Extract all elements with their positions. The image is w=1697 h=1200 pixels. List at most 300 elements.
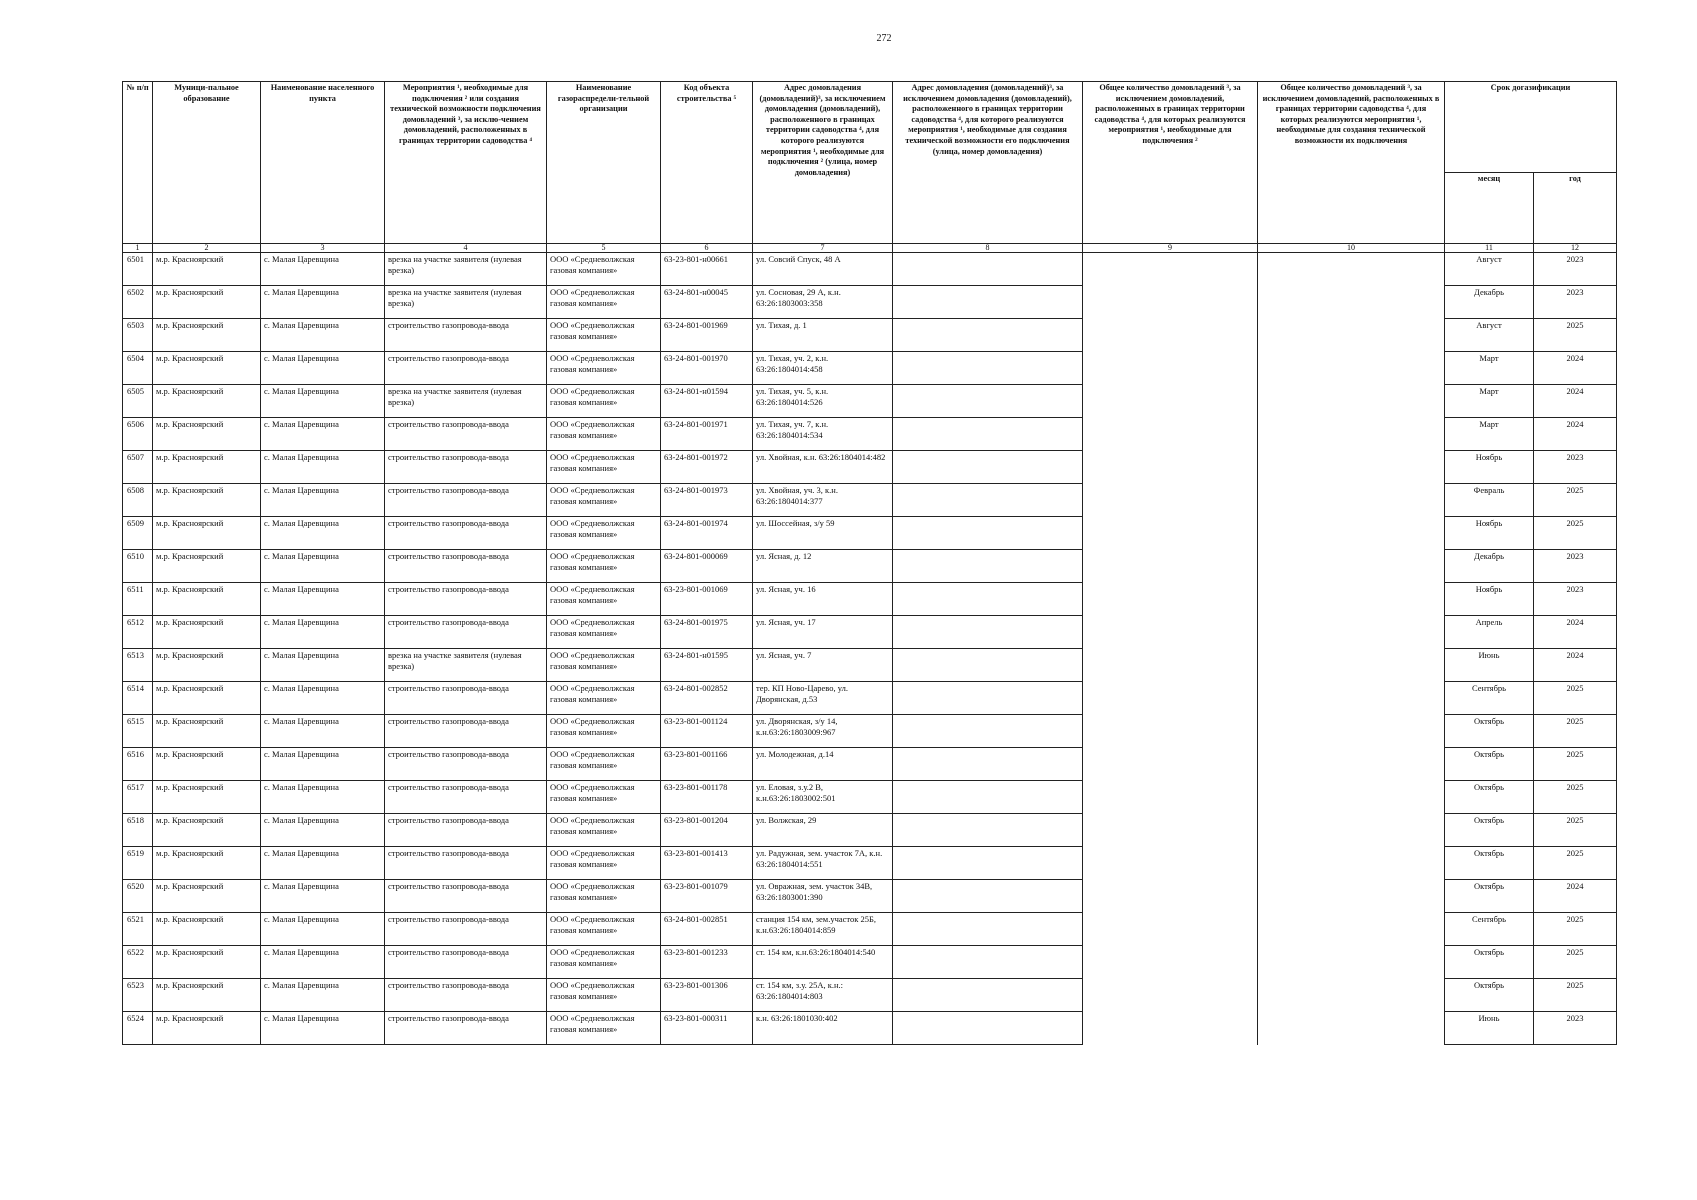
cell-no: 6517 — [123, 781, 153, 814]
cell-count-connect — [1083, 880, 1258, 913]
cell-month: Ноябрь — [1445, 451, 1534, 484]
cell-settlement: с. Малая Царевщина — [261, 286, 385, 319]
cell-code: 63-24-801-001969 — [661, 319, 753, 352]
cell-count-tech — [1258, 319, 1445, 352]
cell-settlement: с. Малая Царевщина — [261, 517, 385, 550]
cell-year: 2025 — [1534, 814, 1617, 847]
cell-code: 63-23-801-001233 — [661, 946, 753, 979]
column-number: 1 — [123, 244, 153, 253]
cell-month: Сентябрь — [1445, 913, 1534, 946]
cell-address-tech — [893, 583, 1083, 616]
cell-year: 2025 — [1534, 979, 1617, 1012]
cell-address-tech — [893, 913, 1083, 946]
cell-settlement: с. Малая Царевщина — [261, 352, 385, 385]
cell-measure: строительство газопровода-ввода — [385, 550, 547, 583]
cell-measure: строительство газопровода-ввода — [385, 484, 547, 517]
table-row — [123, 385, 1617, 418]
cell-address-tech — [893, 418, 1083, 451]
cell-count-connect — [1083, 550, 1258, 583]
cell-address: ул. Тихая, уч. 2, к.н. 63:26:1804014:458 — [753, 352, 893, 385]
table-row — [123, 715, 1617, 748]
cell-count-tech — [1258, 781, 1445, 814]
cell-count-tech — [1258, 1012, 1445, 1045]
cell-org: ООО «Средневолжская газовая компания» — [547, 385, 661, 418]
cell-settlement: с. Малая Царевщина — [261, 583, 385, 616]
cell-org: ООО «Средневолжская газовая компания» — [547, 946, 661, 979]
cell-municipality: м.р. Красноярский — [153, 715, 261, 748]
header-address: Адрес домовладения (домовладений)³, за исключением домовладения (домовладений), расположенного в границах территории садоводства ⁴, для которого реализуются мероприятия ¹, необходимые для подключения ² (улица, номер домовладения) — [753, 82, 893, 244]
cell-count-connect — [1083, 649, 1258, 682]
cell-settlement: с. Малая Царевщина — [261, 253, 385, 286]
column-number: 3 — [261, 244, 385, 253]
cell-no: 6522 — [123, 946, 153, 979]
cell-measure: строительство газопровода-ввода — [385, 319, 547, 352]
cell-settlement: с. Малая Царевщина — [261, 385, 385, 418]
cell-municipality: м.р. Красноярский — [153, 781, 261, 814]
cell-address-tech — [893, 616, 1083, 649]
cell-count-connect — [1083, 286, 1258, 319]
cell-code: 63-24-801-001972 — [661, 451, 753, 484]
cell-municipality: м.р. Красноярский — [153, 352, 261, 385]
cell-no: 6503 — [123, 319, 153, 352]
cell-count-connect — [1083, 781, 1258, 814]
cell-settlement: с. Малая Царевщина — [261, 781, 385, 814]
cell-settlement: с. Малая Царевщина — [261, 946, 385, 979]
cell-address: ул. Тихая, уч. 5, к.н. 63:26:1804014:526 — [753, 385, 893, 418]
cell-year: 2025 — [1534, 913, 1617, 946]
cell-measure: строительство газопровода-ввода — [385, 1012, 547, 1045]
cell-count-connect — [1083, 484, 1258, 517]
cell-measure: врезка на участке заявителя (нулевая врезка) — [385, 286, 547, 319]
cell-no: 6521 — [123, 913, 153, 946]
cell-count-tech — [1258, 253, 1445, 286]
column-number: 7 — [753, 244, 893, 253]
cell-org: ООО «Средневолжская газовая компания» — [547, 352, 661, 385]
cell-municipality: м.р. Красноярский — [153, 550, 261, 583]
cell-org: ООО «Средневолжская газовая компания» — [547, 484, 661, 517]
cell-month: Март — [1445, 352, 1534, 385]
cell-no: 6516 — [123, 748, 153, 781]
cell-settlement: с. Малая Царевщина — [261, 616, 385, 649]
cell-org: ООО «Средневолжская газовая компания» — [547, 550, 661, 583]
cell-count-tech — [1258, 814, 1445, 847]
cell-address: ул. Еловая, з.у.2 В, к.н.63:26:1803002:501 — [753, 781, 893, 814]
cell-address-tech — [893, 748, 1083, 781]
cell-code: 63-24-801-002851 — [661, 913, 753, 946]
cell-month: Июнь — [1445, 649, 1534, 682]
cell-org: ООО «Средневолжская газовая компания» — [547, 847, 661, 880]
table-header — [123, 82, 1617, 253]
header-count-connect: Общее количество домовладений ³, за исключением домовладений, расположенных в границах территории садоводства ⁴, для которых реализуются мероприятия ¹, необходимые для подключения ² — [1083, 82, 1258, 244]
cell-year: 2025 — [1534, 319, 1617, 352]
cell-measure: строительство газопровода-ввода — [385, 616, 547, 649]
cell-no: 6513 — [123, 649, 153, 682]
cell-count-tech — [1258, 451, 1445, 484]
cell-municipality: м.р. Красноярский — [153, 946, 261, 979]
gasification-table — [122, 81, 1617, 1045]
cell-org: ООО «Средневолжская газовая компания» — [547, 418, 661, 451]
cell-org: ООО «Средневолжская газовая компания» — [547, 781, 661, 814]
cell-month: Август — [1445, 319, 1534, 352]
cell-settlement: с. Малая Царевщина — [261, 1012, 385, 1045]
cell-address-tech — [893, 880, 1083, 913]
cell-address: тер. КП Ново-Царево, ул. Дворянская, д.53 — [753, 682, 893, 715]
cell-address: ул. Ясная, уч. 17 — [753, 616, 893, 649]
table-row — [123, 286, 1617, 319]
cell-no: 6506 — [123, 418, 153, 451]
cell-year: 2023 — [1534, 286, 1617, 319]
cell-measure: врезка на участке заявителя (нулевая врезка) — [385, 253, 547, 286]
cell-count-tech — [1258, 286, 1445, 319]
cell-year: 2025 — [1534, 748, 1617, 781]
cell-count-connect — [1083, 616, 1258, 649]
cell-month: Декабрь — [1445, 550, 1534, 583]
cell-month: Август — [1445, 253, 1534, 286]
cell-no: 6510 — [123, 550, 153, 583]
cell-count-tech — [1258, 352, 1445, 385]
cell-count-connect — [1083, 1012, 1258, 1045]
cell-address: ул. Дворянская, з/у 14, к.н.63:26:1803009:967 — [753, 715, 893, 748]
cell-month: Октябрь — [1445, 781, 1534, 814]
table-row — [123, 517, 1617, 550]
cell-code: 63-24-801-001971 — [661, 418, 753, 451]
cell-count-connect — [1083, 583, 1258, 616]
header-settlement: Наименование населенного пункта — [261, 82, 385, 244]
cell-address: ул. Хвойная, к.н. 63:26:1804014:482 — [753, 451, 893, 484]
cell-year: 2025 — [1534, 847, 1617, 880]
cell-year: 2025 — [1534, 517, 1617, 550]
cell-count-connect — [1083, 946, 1258, 979]
header-org: Наименование газораспредели-тельной организации — [547, 82, 661, 244]
cell-address-tech — [893, 319, 1083, 352]
cell-month: Октябрь — [1445, 715, 1534, 748]
header-code: Код объекта строительства ⁵ — [661, 82, 753, 244]
table-row — [123, 748, 1617, 781]
cell-no: 6518 — [123, 814, 153, 847]
cell-address-tech — [893, 286, 1083, 319]
cell-address: ул. Ясная, д. 12 — [753, 550, 893, 583]
cell-code: 63-23-801-001178 — [661, 781, 753, 814]
cell-municipality: м.р. Красноярский — [153, 451, 261, 484]
cell-no: 6507 — [123, 451, 153, 484]
cell-address-tech — [893, 385, 1083, 418]
cell-year: 2024 — [1534, 352, 1617, 385]
cell-code: 63-24-801-н00045 — [661, 286, 753, 319]
table-row — [123, 847, 1617, 880]
cell-address: ул. Тихая, д. 1 — [753, 319, 893, 352]
cell-address: ул. Овражная, зем. участок 34В, 63:26:1803001:390 — [753, 880, 893, 913]
cell-measure: строительство газопровода-ввода — [385, 880, 547, 913]
cell-code: 63-23-801-001166 — [661, 748, 753, 781]
cell-code: 63-23-801-001204 — [661, 814, 753, 847]
cell-year: 2025 — [1534, 682, 1617, 715]
cell-no: 6523 — [123, 979, 153, 1012]
column-number: 10 — [1258, 244, 1445, 253]
column-number: 6 — [661, 244, 753, 253]
cell-municipality: м.р. Красноярский — [153, 880, 261, 913]
column-number: 11 — [1445, 244, 1534, 253]
cell-month: Март — [1445, 418, 1534, 451]
cell-month: Октябрь — [1445, 979, 1534, 1012]
cell-count-tech — [1258, 418, 1445, 451]
cell-count-connect — [1083, 352, 1258, 385]
cell-address: ул. Шоссейная, з/у 59 — [753, 517, 893, 550]
column-number: 5 — [547, 244, 661, 253]
cell-count-tech — [1258, 616, 1445, 649]
column-number-row — [123, 244, 1617, 253]
cell-no: 6511 — [123, 583, 153, 616]
cell-org: ООО «Средневолжская газовая компания» — [547, 286, 661, 319]
cell-code: 63-23-801-000311 — [661, 1012, 753, 1045]
cell-month: Ноябрь — [1445, 517, 1534, 550]
cell-address-tech — [893, 451, 1083, 484]
cell-settlement: с. Малая Царевщина — [261, 715, 385, 748]
cell-code: 63-24-801-001974 — [661, 517, 753, 550]
cell-code: 63-23-801-001413 — [661, 847, 753, 880]
cell-measure: строительство газопровода-ввода — [385, 979, 547, 1012]
cell-municipality: м.р. Красноярский — [153, 913, 261, 946]
cell-count-tech — [1258, 715, 1445, 748]
cell-address: ул. Хвойная, уч. 3, к.н. 63:26:1804014:377 — [753, 484, 893, 517]
cell-settlement: с. Малая Царевщина — [261, 748, 385, 781]
header-count-tech: Общее количество домовладений ³, за исключением домовладений, расположенных в границах территории садоводства ⁴, для которых реализуются мероприятия ¹, необходимые для создания технической возможности их подключения — [1258, 82, 1445, 244]
cell-org: ООО «Средневолжская газовая компания» — [547, 616, 661, 649]
cell-month: Октябрь — [1445, 748, 1534, 781]
cell-count-tech — [1258, 847, 1445, 880]
header-municipality: Муници-пальное образование — [153, 82, 261, 244]
cell-measure: врезка на участке заявителя (нулевая врезка) — [385, 649, 547, 682]
cell-address: ул. Молодежная, д.14 — [753, 748, 893, 781]
cell-year: 2023 — [1534, 1012, 1617, 1045]
cell-count-tech — [1258, 517, 1445, 550]
cell-year: 2025 — [1534, 484, 1617, 517]
cell-count-connect — [1083, 979, 1258, 1012]
cell-settlement: с. Малая Царевщина — [261, 418, 385, 451]
cell-municipality: м.р. Красноярский — [153, 814, 261, 847]
cell-settlement: с. Малая Царевщина — [261, 319, 385, 352]
cell-address: к.н. 63:26:1801030:402 — [753, 1012, 893, 1045]
header-year: год — [1534, 173, 1617, 244]
cell-year: 2025 — [1534, 946, 1617, 979]
cell-no: 6508 — [123, 484, 153, 517]
cell-address-tech — [893, 715, 1083, 748]
cell-settlement: с. Малая Царевщина — [261, 913, 385, 946]
cell-org: ООО «Средневолжская газовая компания» — [547, 319, 661, 352]
cell-address: ул. Тихая, уч. 7, к.н. 63:26:1804014:534 — [753, 418, 893, 451]
cell-count-tech — [1258, 550, 1445, 583]
cell-settlement: с. Малая Царевщина — [261, 649, 385, 682]
cell-count-tech — [1258, 748, 1445, 781]
cell-year: 2025 — [1534, 781, 1617, 814]
cell-code: 63-24-801-002852 — [661, 682, 753, 715]
cell-year: 2024 — [1534, 385, 1617, 418]
cell-month: Октябрь — [1445, 847, 1534, 880]
cell-count-connect — [1083, 682, 1258, 715]
cell-no: 6512 — [123, 616, 153, 649]
cell-month: Ноябрь — [1445, 583, 1534, 616]
cell-municipality: м.р. Красноярский — [153, 418, 261, 451]
cell-code: 63-24-801-001970 — [661, 352, 753, 385]
cell-measure: строительство газопровода-ввода — [385, 913, 547, 946]
header-month: месяц — [1445, 173, 1534, 244]
table-row — [123, 913, 1617, 946]
cell-month: Июнь — [1445, 1012, 1534, 1045]
page-number: 272 — [876, 33, 892, 44]
cell-org: ООО «Средневолжская газовая компания» — [547, 253, 661, 286]
cell-address: ул. Радужная, зем. участок 7А, к.н. 63:26:1804014:551 — [753, 847, 893, 880]
cell-address-tech — [893, 847, 1083, 880]
cell-org: ООО «Средневолжская газовая компания» — [547, 814, 661, 847]
cell-municipality: м.р. Красноярский — [153, 847, 261, 880]
cell-municipality: м.р. Красноярский — [153, 484, 261, 517]
cell-measure: строительство газопровода-ввода — [385, 517, 547, 550]
cell-municipality: м.р. Красноярский — [153, 748, 261, 781]
cell-address-tech — [893, 517, 1083, 550]
cell-municipality: м.р. Красноярский — [153, 583, 261, 616]
cell-month: Февраль — [1445, 484, 1534, 517]
cell-address: ст. 154 км, з.у. 25А, к.н.: 63:26:1804014:803 — [753, 979, 893, 1012]
table-body — [123, 253, 1617, 1045]
cell-org: ООО «Средневолжская газовая компания» — [547, 517, 661, 550]
cell-settlement: с. Малая Царевщина — [261, 550, 385, 583]
cell-measure: строительство газопровода-ввода — [385, 682, 547, 715]
column-number: 12 — [1534, 244, 1617, 253]
cell-address: ул. Волжская, 29 — [753, 814, 893, 847]
table-row — [123, 781, 1617, 814]
cell-no: 6514 — [123, 682, 153, 715]
cell-measure: строительство газопровода-ввода — [385, 781, 547, 814]
cell-settlement: с. Малая Царевщина — [261, 451, 385, 484]
cell-code: 63-23-801-001306 — [661, 979, 753, 1012]
cell-count-connect — [1083, 814, 1258, 847]
cell-address: ул. Совсий Спуск, 48 А — [753, 253, 893, 286]
cell-address-tech — [893, 253, 1083, 286]
cell-address: станция 154 км, зем.участок 25Б, к.н.63:26:1804014:859 — [753, 913, 893, 946]
cell-municipality: м.р. Красноярский — [153, 385, 261, 418]
cell-count-connect — [1083, 748, 1258, 781]
header-deadline: Срок догазификации — [1445, 82, 1617, 173]
cell-measure: строительство газопровода-ввода — [385, 418, 547, 451]
cell-month: Октябрь — [1445, 946, 1534, 979]
header-address-tech: Адрес домовладения (домовладений)³, за исключением домовладения (домовладений), расположенного в границах территории садоводства ⁴, для которого реализуются мероприятия ¹, необходимые для создания технической возможности его подключения (улица, номер домовладения) — [893, 82, 1083, 244]
cell-municipality: м.р. Красноярский — [153, 517, 261, 550]
cell-month: Декабрь — [1445, 286, 1534, 319]
table-row — [123, 451, 1617, 484]
cell-measure: врезка на участке заявителя (нулевая врезка) — [385, 385, 547, 418]
cell-no: 6524 — [123, 1012, 153, 1045]
cell-no: 6504 — [123, 352, 153, 385]
cell-address-tech — [893, 946, 1083, 979]
cell-settlement: с. Малая Царевщина — [261, 682, 385, 715]
cell-settlement: с. Малая Царевщина — [261, 979, 385, 1012]
cell-no: 6509 — [123, 517, 153, 550]
cell-measure: строительство газопровода-ввода — [385, 715, 547, 748]
cell-org: ООО «Средневолжская газовая компания» — [547, 1012, 661, 1045]
cell-year: 2024 — [1534, 649, 1617, 682]
cell-code: 63-24-801-н01595 — [661, 649, 753, 682]
cell-settlement: с. Малая Царевщина — [261, 880, 385, 913]
cell-municipality: м.р. Красноярский — [153, 682, 261, 715]
cell-count-tech — [1258, 649, 1445, 682]
cell-code: 63-24-801-001973 — [661, 484, 753, 517]
table-row — [123, 484, 1617, 517]
table-row — [123, 649, 1617, 682]
cell-address-tech — [893, 649, 1083, 682]
column-number: 8 — [893, 244, 1083, 253]
table-row — [123, 1012, 1617, 1045]
cell-address: ул. Сосновая, 29 А, к.н. 63:26:1803003:358 — [753, 286, 893, 319]
cell-count-connect — [1083, 847, 1258, 880]
cell-year: 2025 — [1534, 715, 1617, 748]
cell-municipality: м.р. Красноярский — [153, 616, 261, 649]
cell-measure: строительство газопровода-ввода — [385, 451, 547, 484]
table-row — [123, 583, 1617, 616]
cell-count-connect — [1083, 913, 1258, 946]
cell-measure: строительство газопровода-ввода — [385, 847, 547, 880]
cell-month: Октябрь — [1445, 814, 1534, 847]
cell-org: ООО «Средневолжская газовая компания» — [547, 979, 661, 1012]
cell-count-tech — [1258, 385, 1445, 418]
cell-municipality: м.р. Красноярский — [153, 979, 261, 1012]
cell-org: ООО «Средневолжская газовая компания» — [547, 583, 661, 616]
header-no: № п/п — [123, 82, 153, 244]
table-row — [123, 682, 1617, 715]
cell-count-connect — [1083, 319, 1258, 352]
cell-year: 2023 — [1534, 550, 1617, 583]
cell-year: 2024 — [1534, 880, 1617, 913]
cell-no: 6520 — [123, 880, 153, 913]
column-number: 9 — [1083, 244, 1258, 253]
table-row — [123, 253, 1617, 286]
header-measures: Мероприятия ¹, необходимые для подключения ² или создания технической возможности подключения домовладений ³, за исклю-чением домовладений, расположенных в границах территории садоводства ⁴ — [385, 82, 547, 244]
cell-count-tech — [1258, 484, 1445, 517]
cell-org: ООО «Средневолжская газовая компания» — [547, 748, 661, 781]
table-row — [123, 979, 1617, 1012]
table-row — [123, 616, 1617, 649]
cell-code: 63-23-801-001079 — [661, 880, 753, 913]
cell-measure: строительство газопровода-ввода — [385, 814, 547, 847]
cell-count-tech — [1258, 682, 1445, 715]
cell-measure: строительство газопровода-ввода — [385, 583, 547, 616]
cell-address-tech — [893, 550, 1083, 583]
cell-month: Октябрь — [1445, 880, 1534, 913]
cell-code: 63-23-801-н00661 — [661, 253, 753, 286]
cell-count-tech — [1258, 979, 1445, 1012]
cell-address-tech — [893, 352, 1083, 385]
cell-address-tech — [893, 1012, 1083, 1045]
cell-org: ООО «Средневолжская газовая компания» — [547, 649, 661, 682]
cell-code: 63-24-801-н01594 — [661, 385, 753, 418]
cell-year: 2024 — [1534, 418, 1617, 451]
cell-count-tech — [1258, 946, 1445, 979]
cell-address: ул. Ясная, уч. 7 — [753, 649, 893, 682]
cell-address-tech — [893, 814, 1083, 847]
cell-count-connect — [1083, 253, 1258, 286]
cell-count-tech — [1258, 913, 1445, 946]
cell-address-tech — [893, 979, 1083, 1012]
cell-municipality: м.р. Красноярский — [153, 286, 261, 319]
table-row — [123, 946, 1617, 979]
cell-org: ООО «Средневолжская газовая компания» — [547, 715, 661, 748]
table-row — [123, 880, 1617, 913]
cell-measure: строительство газопровода-ввода — [385, 352, 547, 385]
cell-org: ООО «Средневолжская газовая компания» — [547, 451, 661, 484]
cell-year: 2023 — [1534, 253, 1617, 286]
cell-year: 2024 — [1534, 616, 1617, 649]
cell-municipality: м.р. Красноярский — [153, 1012, 261, 1045]
table-row — [123, 418, 1617, 451]
cell-month: Март — [1445, 385, 1534, 418]
